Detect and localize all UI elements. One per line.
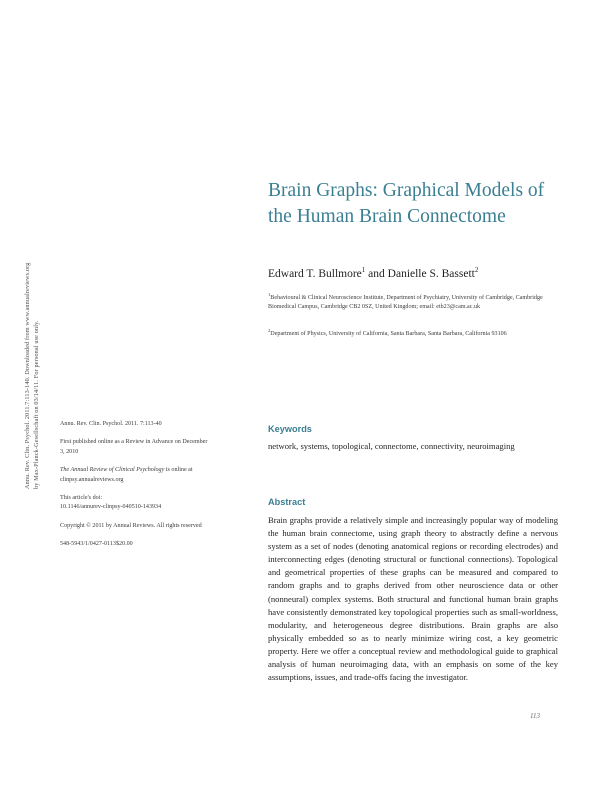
page-number: 113: [530, 712, 540, 720]
metadata-journal-url: is online at clinpsy.annualreviews.org: [60, 467, 193, 483]
affiliation-text-2: Department of Physics, University of California, Santa Barbara, Santa Barbara, California 93106: [270, 331, 507, 338]
metadata-citation: Annu. Rev. Clin. Psychol. 2011. 7:113-40: [60, 421, 162, 427]
author-list: Edward T. Bullmore$^1$ and Danielle S. Bassett$^2$: [268, 266, 479, 280]
metadata-doi: [60, 494, 210, 513]
article-metadata: [60, 420, 210, 559]
sidebar-line-2: by Max-Planck-Gesellschaft on 03/14/11. For personal use only.: [33, 320, 40, 489]
sidebar-line-1: Annu. Rev. Clin. Psychol. 2011.7:113-140. Downloaded from www.annualreviews.org: [24, 262, 31, 489]
metadata-doi-value: 10.1146/annurev-clinpsy-040510-143934: [60, 504, 162, 511]
sidebar-download-notice: [23, 189, 41, 489]
page-title: Brain Graphs: Graphical Models of the Human Brain Connectome: [268, 180, 545, 227]
metadata-issn: 548-5943/1/0427-0113$20.00: [60, 541, 133, 548]
affiliation-1: [268, 290, 556, 313]
metadata-copyright: Copyright © 2011 by Annual Reviews. All rights reserved: [60, 522, 202, 529]
metadata-doi-label: This article's doi:: [60, 495, 103, 502]
keywords-heading: Keywords: [268, 424, 312, 434]
metadata-first-published: First published online as a Review in Advance on December 3, 2010: [60, 439, 208, 455]
affiliation-marker-2: 2: [268, 328, 271, 333]
abstract-text: Brain graphs provide a relatively simple and increasingly popular way of modeling the human brain connectome, using graph theory to abstractly define a nervous system as a set of nodes (denoting anatomical regions or recording electrodes) and interconnecting edges (denoting structural or functional connections). Topological and geometrical properties of these graphs can be measured and compared to random graphs and to graphs derived from other neuroscience data or other (nonneural) complex systems. Both structural and functional human brain graphs have consistently demonstrated key topological properties such as small-worldness, modularity, and heterogeneous degree distributions. Brain graphs are also physically embedded so as to nearly minimize wiring cost, a key geometric property. Here we offer a conceptual review and methodological guide to graphical analysis of human neuroimaging data, with an emphasis on some of the key assumptions, issues, and trade-offs facing the investigator.: [268, 515, 558, 683]
author-affil-marker-1: 1: [361, 266, 366, 274]
metadata-journal-online: [60, 466, 210, 485]
author-name-1: Edward T. Bullmore: [268, 267, 362, 280]
abstract-heading: Abstract: [268, 497, 306, 507]
metadata-journal-name: The Annual Review of Clinical Psychology: [60, 467, 165, 474]
affiliation-marker-1: 1: [268, 292, 271, 297]
affiliation-2: [268, 326, 556, 339]
author-affil-marker-2: 2: [474, 266, 479, 274]
author-name-2: Danielle S. Bassett: [387, 267, 475, 280]
affiliation-text-1: Behavioural & Clinical Neuroscience Institute, Department of Psychiatry, University of Cambridge, Cambridge Biomedical Campus, Cambridge CB2 0SZ, United Kingdom; email: etb23@cam.ac.uk: [268, 295, 543, 311]
keywords-text: network, systems, topological, connectome, connectivity, neuroimaging: [268, 441, 515, 451]
